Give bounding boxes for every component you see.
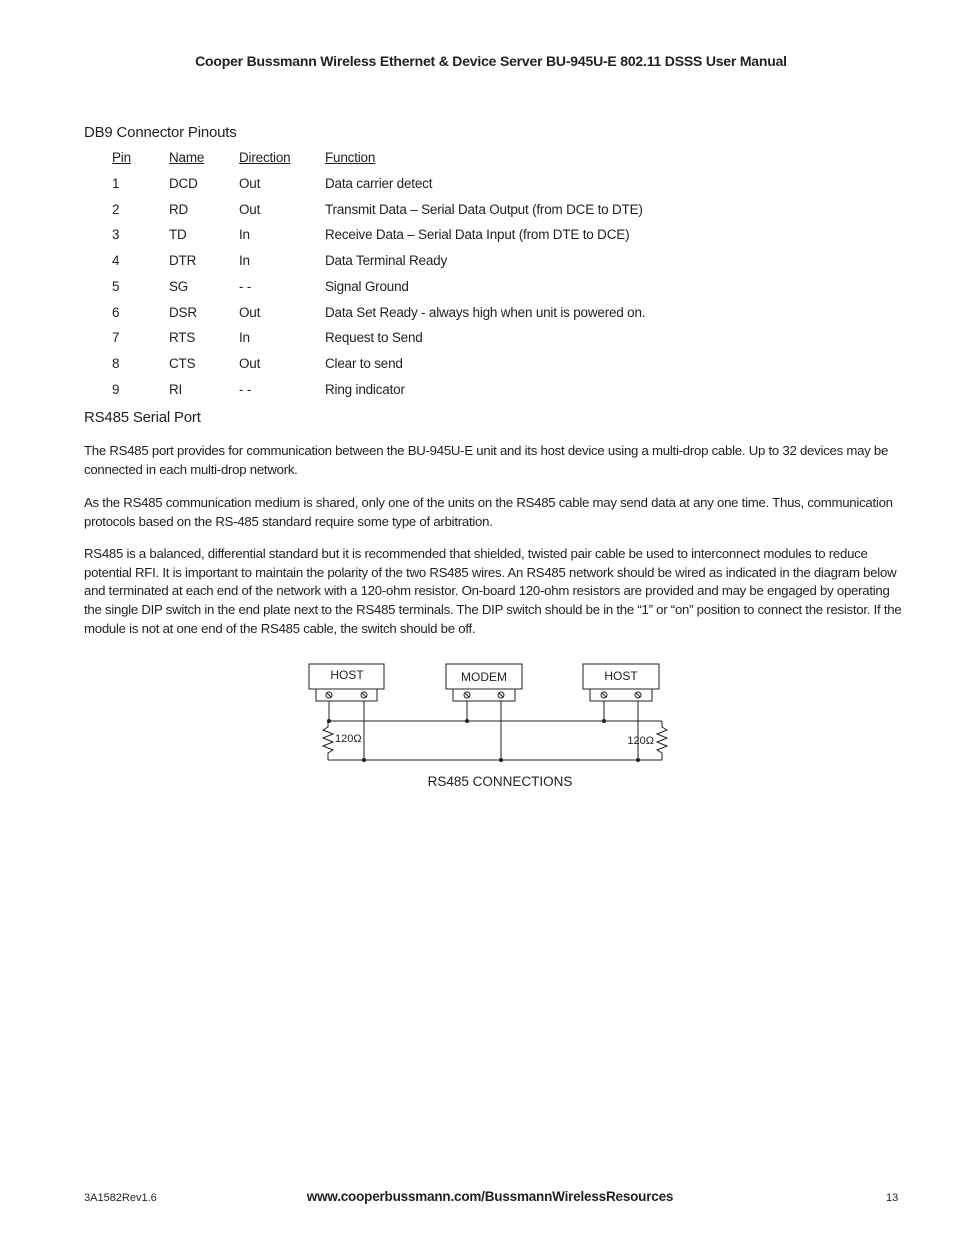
cell-direction: In bbox=[239, 227, 250, 243]
cell-direction: Out bbox=[239, 201, 261, 217]
db9-section-title: DB9 Connector Pinouts bbox=[84, 124, 237, 141]
page-number: 13 bbox=[886, 1192, 899, 1204]
rs485-paragraph-1: The RS485 port provides for communication between the BU-945U-E unit and its host device using a multi-drop cable. Up to 32 devices may be connected in each multi-drop network. bbox=[84, 443, 889, 477]
cell-name: DCD bbox=[169, 175, 198, 191]
modem-label: MODEM bbox=[461, 670, 507, 684]
column-header-direction: Direction bbox=[239, 150, 291, 165]
rs485-paragraph-2: As the RS485 communication medium is shared, only one of the units on the RS485 cable may send data at any one time. Thus, communication protocols based on the RS-485 standard require some type of arbitration. bbox=[84, 495, 893, 529]
terminal-block-modem bbox=[453, 689, 515, 701]
cell-function: Data Terminal Ready bbox=[325, 253, 448, 268]
cell-pin: 6 bbox=[112, 304, 120, 320]
document-id: 3A1582Rev1.6 bbox=[84, 1192, 157, 1204]
cell-pin: 1 bbox=[112, 175, 120, 191]
column-header-function: Function bbox=[325, 150, 376, 165]
terminal-block-left bbox=[316, 689, 377, 701]
cell-name: RTS bbox=[169, 330, 196, 346]
cell-function: Receive Data – Serial Data Input (from DTE to DCE) bbox=[325, 227, 630, 243]
cell-function: Data Set Ready - always high when unit is powered on. bbox=[325, 304, 646, 320]
cell-name: SG bbox=[169, 278, 189, 294]
cell-function: Signal Ground bbox=[325, 278, 409, 294]
junction-dots bbox=[327, 719, 640, 762]
cell-name: TD bbox=[169, 227, 187, 243]
diagram-caption: RS485 CONNECTIONS bbox=[427, 774, 573, 789]
cell-pin: 3 bbox=[112, 227, 120, 243]
resistor-left bbox=[323, 721, 333, 760]
rs485-connections-diagram bbox=[300, 655, 680, 800]
cell-function: Clear to send bbox=[325, 356, 403, 371]
column-header-name: Name bbox=[169, 150, 205, 165]
column-header-pin: Pin bbox=[112, 150, 131, 165]
cell-name: DSR bbox=[169, 304, 197, 320]
host-right-label: HOST bbox=[604, 669, 638, 683]
resistor-right-label: 120Ω bbox=[627, 735, 654, 747]
cell-direction: In bbox=[239, 253, 250, 268]
cell-pin: 8 bbox=[112, 356, 120, 371]
cell-direction: Out bbox=[239, 304, 261, 320]
cell-function: Request to Send bbox=[325, 330, 423, 346]
cell-pin: 9 bbox=[112, 381, 120, 397]
terminal-block-right bbox=[590, 689, 652, 701]
resistor-left-label: 120Ω bbox=[335, 733, 362, 745]
cell-function: Data carrier detect bbox=[325, 175, 433, 191]
host-left-label: HOST bbox=[330, 668, 364, 682]
terminal-screws bbox=[326, 692, 641, 698]
cell-pin: 7 bbox=[112, 330, 120, 346]
cell-name: DTR bbox=[169, 253, 197, 268]
cell-pin: 4 bbox=[112, 253, 120, 268]
cell-direction: Out bbox=[239, 175, 261, 191]
cell-direction: - - bbox=[239, 278, 252, 294]
cell-function: Ring indicator bbox=[325, 381, 405, 397]
cell-direction: - - bbox=[239, 381, 252, 397]
cell-function: Transmit Data – Serial Data Output (from DCE to DTE) bbox=[325, 201, 643, 217]
cell-name: RD bbox=[169, 201, 189, 217]
rs485-paragraph-3: RS485 is a balanced, differential standard but it is recommended that shielded, twisted pair cable be used to interconnect modules to reduce potential RFI. It is important to maintain the polarity of the two RS485 wires. An RS485 network should be wired as indicated in the diagram below and terminated at each end of the network with a 120-ohm resistor. On-board 120-ohm resistors are provided and may be engaged by operating the single DIP switch in the end plate next to the RS485 terminals. The DIP switch should be in the “1” or “on” position to connect the resistor. If the module is not at one end of the RS485 cable, the switch should be off. bbox=[84, 546, 902, 636]
page-header: Cooper Bussmann Wireless Ethernet & Device Server BU-945U-E 802.11 DSSS User Manual bbox=[195, 53, 787, 69]
footer-url[interactable]: www.cooperbussmann.com/BussmannWirelessResources bbox=[306, 1189, 674, 1204]
cell-name: RI bbox=[169, 381, 183, 397]
cell-direction: Out bbox=[239, 356, 261, 371]
rs485-section-title: RS485 Serial Port bbox=[84, 409, 201, 426]
cell-name: CTS bbox=[169, 356, 196, 371]
resistor-right bbox=[657, 721, 667, 760]
cell-direction: In bbox=[239, 330, 250, 346]
cell-pin: 5 bbox=[112, 278, 120, 294]
cell-pin: 2 bbox=[112, 201, 120, 217]
